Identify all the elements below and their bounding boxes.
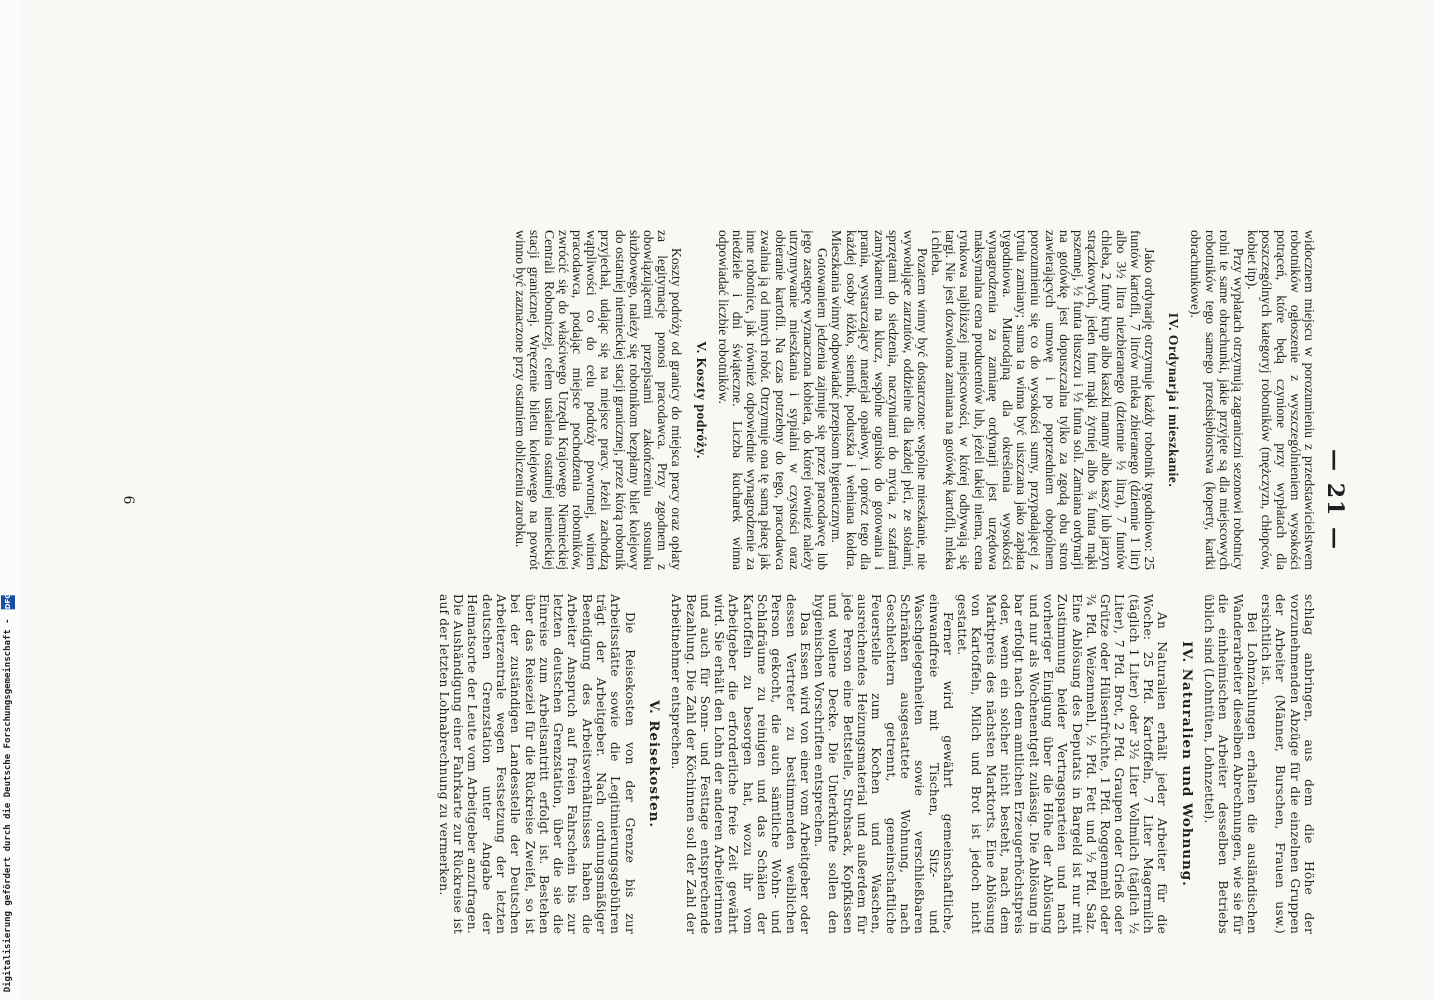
polish-paragraph-3: Jako ordynarję otrzymuje każdy robotnik tygodniowo: 25 funtów kartofli, 7 litrów mleka zbieranego (dziennie 1 litr) albo 3½ litra niezbieranego (dziennie ½ litra), 7 funtów chleba, 2 funty krup albo kaszki manny albo kaszy lub jarzyn strączkowych, jeden funt mąki żytniej albo ¾ funta mąki pszennej, ½ funta tłuszczu i ½ funta soli. Zamiana ordynarji na gotówkę jest dopuszczalna tylko za zgodą obu stron zawierających umowę i po poprzedniem obopólnem porozumieniu się co do wysokości sumy, przypadającej z tytułu zamiany; suma ta winna być uiszczana jako zapłata tygodniowa. Miarodajną dla określenia wysokości wynagrodzenia za zamianę ordynarji jest urzędowa maksymalna cena producentów lub, jeżeli takiej niema, cena rynkowa najbliższej miejscowości, w której odbywają się targi. Nie jest dozwolona zamiana na gotówkę kartofli, mleka i chleba.: [928, 230, 1157, 570]
polish-paragraph-4: Pozatem winny być dostarczone: wspólne mieszkanie, nie wywołujące zarzutów, oddzielne dla każdej płci, ze stołami, sprzętami do siedzenia, naczyniami do mycia, z szafami zamykanemi na klucz, wspólne ognisko do gotowania i prania, wystarczający materjał opałowy, i oprócz tego dla każdej osoby łóżko, siennik, poduszka i wełniana kołdra. Mieszkania winny odpowiadać przepisom hygienicznym.: [829, 230, 930, 570]
polish-paragraph-6: Koszty podróży od granicy do miejsca pracy oraz opłaty za legitymacje ponosi pracodawca. Przy zgodnem z obowiązującemi przepisami zakończeniu stosunku służbowego, należy się robotnikom bezpłatny bilet kolejowy do ostatniej niemieckiej stacji granicznej, przez którą robotnik przyjechał, udając się na miejsce pracy. Jeżeli zachodzą wątpliwości co do celu podróży powrotnej, winien pracodawca, podając miejsce pochodzenia robotników, zwrócić się do właściwego Urzędu Krajowego Niemieckiej Centrali Robotniczej, celem ustalenia ostatniej niemieckiej stacji granicznej. Wręczenie biletu kolejowego na powrót winno być zaznaczone przy ostatniem obliczeniu zarobku.: [513, 230, 685, 570]
polish-heading-koszty: V. Koszty podróży.: [693, 341, 709, 459]
polish-paragraph-1: widocznem miejscu w porozumieniu z przedstawicielstwem robotników ogłoszenie z wyszczególnieniem wysokości potrąceń, które będą czynione przy wypłatach dla poszczególnych kategoryj robotników (mężczyzn, chłopców, kobiet itp).: [1245, 230, 1317, 570]
polish-column: [513, 230, 1316, 570]
polish-paragraph-5: Gotowaniem jedzenia zajmuje się przez pracodawcę lub jego zastępcę wyznaczona kobieta, do której również należy utrzymywanie mieszkania i sypialni w czystości oraz obieranie kartofli. Na czas potrzebny do tego, pracodawca zwalnia ją od innych robót. Otrzymuje ona tę samą płacę jak inne robotnice, jak również odpowiednie wynagrodzenie za niedziele i dni świąteczne. Liczba kucharek winna odpowiadać liczbie robotników.: [715, 230, 831, 570]
dfg-logo-icon: DFG: [1, 595, 15, 609]
german-paragraph-2: Bei Lohnzahlungen erhalten die ausländischen Wanderarbeiter dieselben Abrechnungen, wie sie für die einheimischen Arbeiter desselben Betriebs üblich sind (Lohntüten, Lohnzettel).: [1201, 594, 1259, 934]
german-paragraph-1: schlag anbringen, aus dem die Höhe der vorzunehmenden Abzüge für die einzelnen Gruppen der Arbeiter (Männer, Burschen, Frauen usw.) ersichtlich ist.: [1259, 594, 1316, 934]
german-paragraph-4: Ferner wird gewährt gemeinschaftliche, einwandfreie mit Tischen, Sitz- und Waschgelegenheiten sowie verschließbaren Schränken ausgestattete Wohnung, nach Geschlechtern getrennt, gemeinschaftliche Feuerstelle zum Kochen und Waschen, ausreichendes Heizungsmaterial und außerdem für jede Person eine Bettstelle, Strohsack, Kopfkissen und wollene Decke. Die Unterkünfte sollen den hygienischen Vorschriften entsprechen.: [812, 594, 955, 934]
page-number: — 21 —: [1322, 449, 1348, 551]
german-paragraph-3: An Naturalien erhält jeder Arbeiter für die Woche: 25 Pfd. Kartoffeln, 7 Liter Magermilch (täglich 1 Liter) oder 3½ Liter Vollmilch (täglich ½ Liter), 7 Pfd. Brot, 2 Pfd. Graupen oder Grieß oder Grütze oder Hülsenfrüchte, 1 Pfd. Roggenmehl oder ¾ Pfd. Weizenmehl, ½ Pfd. Fett und ½ Pfd. Salz. Eine Ablösung des Deputats in Bargeld ist nur mit Zustimmung beider Vertragsparteien und nach vorheriger Einigung über die Höhe der Ablösung und nur als Wochenentgelt zulässig. Die Ablösung in bar erfolgt nach dem amtlichen Erzeugerhöchstpreis oder, wenn ein solcher nicht besteht, nach dem Marktpreis des nächsten Marktorts. Eine Ablösung von Kartoffeln, Milch und Brot ist jedoch nicht gestattet.: [955, 594, 1170, 934]
german-heading-naturalien: IV. Naturalien und Wohnung.: [1178, 641, 1195, 887]
german-paragraph-6: Die Reisekosten von der Grenze bis zur Arbeitsstätte sowie die Legitimierungsgebühren trägt der Arbeitgeber. Nach ordnungsmäßiger Beendigung des Arbeitsverhältnisses haben die Arbeiter Anspruch auf freien Fahrschein bis zur letzten deutschen Grenzstation, über die sie die Einreise zum Arbeitsantritt erfolgt ist. Bestehen über das Reiseziel für die Rückreise Zweifel, so ist bei der zuständigen Landesstelle der Deutschen Arbeiterzentrale wegen Festsetzung der letzten deutschen Grenzstation unter Angabe der Heimatsorte der Leute vom Arbeitgeber anzufragen. Die Aushändigung einer Fahrkarte zur Rückreise ist auf der letzten Lohnabrechnung zu vermerken.: [436, 594, 637, 934]
german-heading-reisekosten: V. Reisekosten.: [645, 699, 662, 828]
digitization-notice: [1, 592, 25, 992]
german-paragraph-5: Das Essen wird von einer vom Arbeitgeber oder dessen Vertreter zu bestimmenden weiblichen Person gekocht, die auch sämtliche Wohn- und Schlafräume zu reinigen und das Schälen der Kartoffeln zu besorgen hat, wozu ihr vom Arbeitgeber die erforderliche freie Zeit gewährt wird. Sie erhält den Lohn der anderen Arbeiterinnen und auch für Sonn- und Festtage entsprechende Bezahlung. Die Zahl der Köchinnen soll der Zahl der Arbeitnehmer entsprechen.: [669, 594, 812, 934]
footer-page-number: 6: [120, 495, 136, 505]
polish-heading-ordynarja: IV. Ordynarja i mieszkanie.: [1166, 312, 1182, 488]
digitization-notice-text: Digitalisierung gefördert durch die Deutsche Forschungsgemeinschaft -: [3, 618, 13, 992]
german-column: [436, 594, 1316, 934]
digitization-sidebar: [0, 0, 22, 1000]
polish-paragraph-2: Przy wypłatach otrzymują zagraniczni sezonowi robotnicy rolni te same obrachunki, jakie przyjęte są dla miejscowych robotników tego samego przedsiębiorstwa (koperty, kartki obrachunkowe).: [1188, 230, 1246, 570]
